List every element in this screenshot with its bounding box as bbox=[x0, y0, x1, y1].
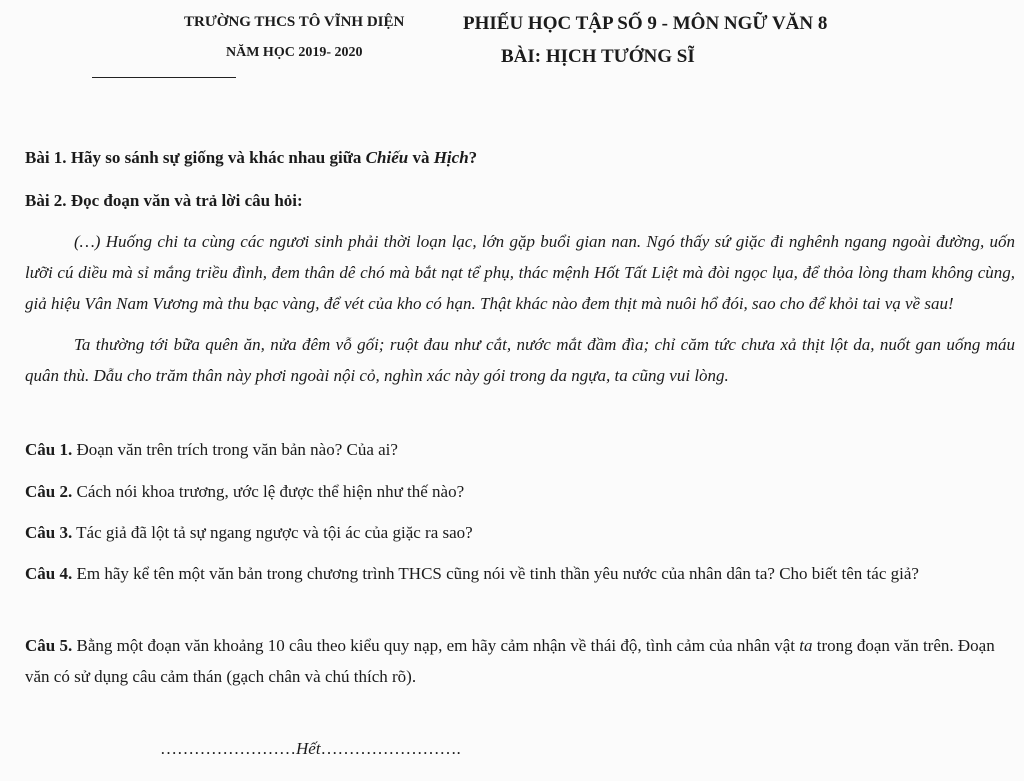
passage-paragraph-2: Ta thường tới bữa quên ăn, nửa đêm vỗ gối; ruột đau như cắt, nước mắt đầm đìa; chỉ căm tức chưa xả thịt lột da, nuốt gan uống máu quân thù. Dẫu cho trăm thân này phơi ngoài nội cỏ, nghìn xác này gói trong da ngựa, ta cũng vui lòng. bbox=[25, 335, 1015, 385]
exercise-1 bbox=[25, 148, 477, 168]
school-name: TRƯỜNG THCS TÔ VĨNH DIỆN bbox=[184, 14, 405, 30]
question-2-text: Cách nói khoa trương, ước lệ được thể hiện như thế nào? bbox=[72, 482, 465, 501]
question-4-label: Câu 4. bbox=[25, 564, 73, 583]
question-5 bbox=[25, 630, 1015, 692]
passage-paragraph-1: (…) Huống chi ta cùng các ngươi sinh phải thời loạn lạc, lớn gặp buổi gian nan. Ngó thấy sứ giặc đi nghênh ngang ngoài đường, uốn lưỡi cú diều mà sỉ mắng triều đình, đem thân dê chó mà bắt nạt tể phụ, thác mệnh Hốt Tất Liệt mà đòi ngọc lụa, để thỏa lòng tham không cùng, giả hiệu Vân Nam Vương mà thu bạc vàng, để vét của kho có hạn. Thật khác nào đem thịt mà nuôi hổ đói, sao cho để khỏi tai vạ về sau! bbox=[25, 232, 1015, 313]
question-5-label: Câu 5. bbox=[25, 636, 73, 655]
exercise-2-label: Bài 2. bbox=[25, 191, 67, 210]
exercise-1-text: Hãy so sánh sự giống và khác nhau giữa bbox=[66, 148, 366, 167]
end-dots-left: …………………… bbox=[160, 739, 296, 758]
question-5-text: Bằng một đoạn văn khoảng 10 câu theo kiểu quy nạp, em hãy cảm nhận về thái độ, tình cảm của nhân vật bbox=[72, 636, 800, 655]
end-word: Hết bbox=[296, 739, 321, 758]
end-marker bbox=[160, 739, 461, 759]
exercise-1-term-chieu: Chiếu bbox=[365, 148, 409, 167]
question-1-label: Câu 1. bbox=[25, 440, 73, 459]
exercise-1-end: ? bbox=[468, 148, 478, 167]
exercise-1-term-hich: Hịch bbox=[433, 148, 469, 167]
school-year: NĂM HỌC 2019- 2020 bbox=[226, 45, 363, 60]
exercise-1-label: Bài 1. bbox=[25, 148, 67, 167]
exercise-2 bbox=[25, 191, 303, 211]
end-dots-right: ……………………. bbox=[320, 739, 461, 758]
question-3 bbox=[25, 517, 1015, 548]
lesson-title: BÀI: HỊCH TƯỚNG SĨ bbox=[501, 46, 695, 67]
question-4-text: Em hãy kể tên một văn bản trong chương trình THCS cũng nói về tinh thần yêu nước của nhân dân ta? Cho biết tên tác giả? bbox=[72, 564, 919, 583]
header-divider bbox=[92, 77, 236, 78]
question-2-label: Câu 2. bbox=[25, 482, 73, 501]
reading-passage bbox=[25, 226, 1015, 391]
question-5-character: ta bbox=[799, 636, 813, 655]
exercise-1-connector: và bbox=[408, 148, 434, 167]
question-4 bbox=[25, 558, 1015, 589]
question-1-text: Đoạn văn trên trích trong văn bản nào? Của ai? bbox=[72, 440, 398, 459]
question-3-label: Câu 3. bbox=[25, 523, 73, 542]
question-3-text: Tác giả đã lột tả sự ngang ngược và tội ác của giặc ra sao? bbox=[72, 523, 473, 542]
worksheet-title: PHIẾU HỌC TẬP SỐ 9 - MÔN NGỮ VĂN 8 bbox=[463, 13, 828, 34]
question-1 bbox=[25, 434, 1015, 465]
exercise-2-text: Đọc đoạn văn và trả lời câu hỏi: bbox=[66, 191, 303, 210]
question-5-text-end: trong đoạn văn trên. Đoạn văn có sử dụng câu cảm thán (gạch chân và chú thích rõ). bbox=[25, 636, 995, 686]
question-2 bbox=[25, 476, 1015, 507]
